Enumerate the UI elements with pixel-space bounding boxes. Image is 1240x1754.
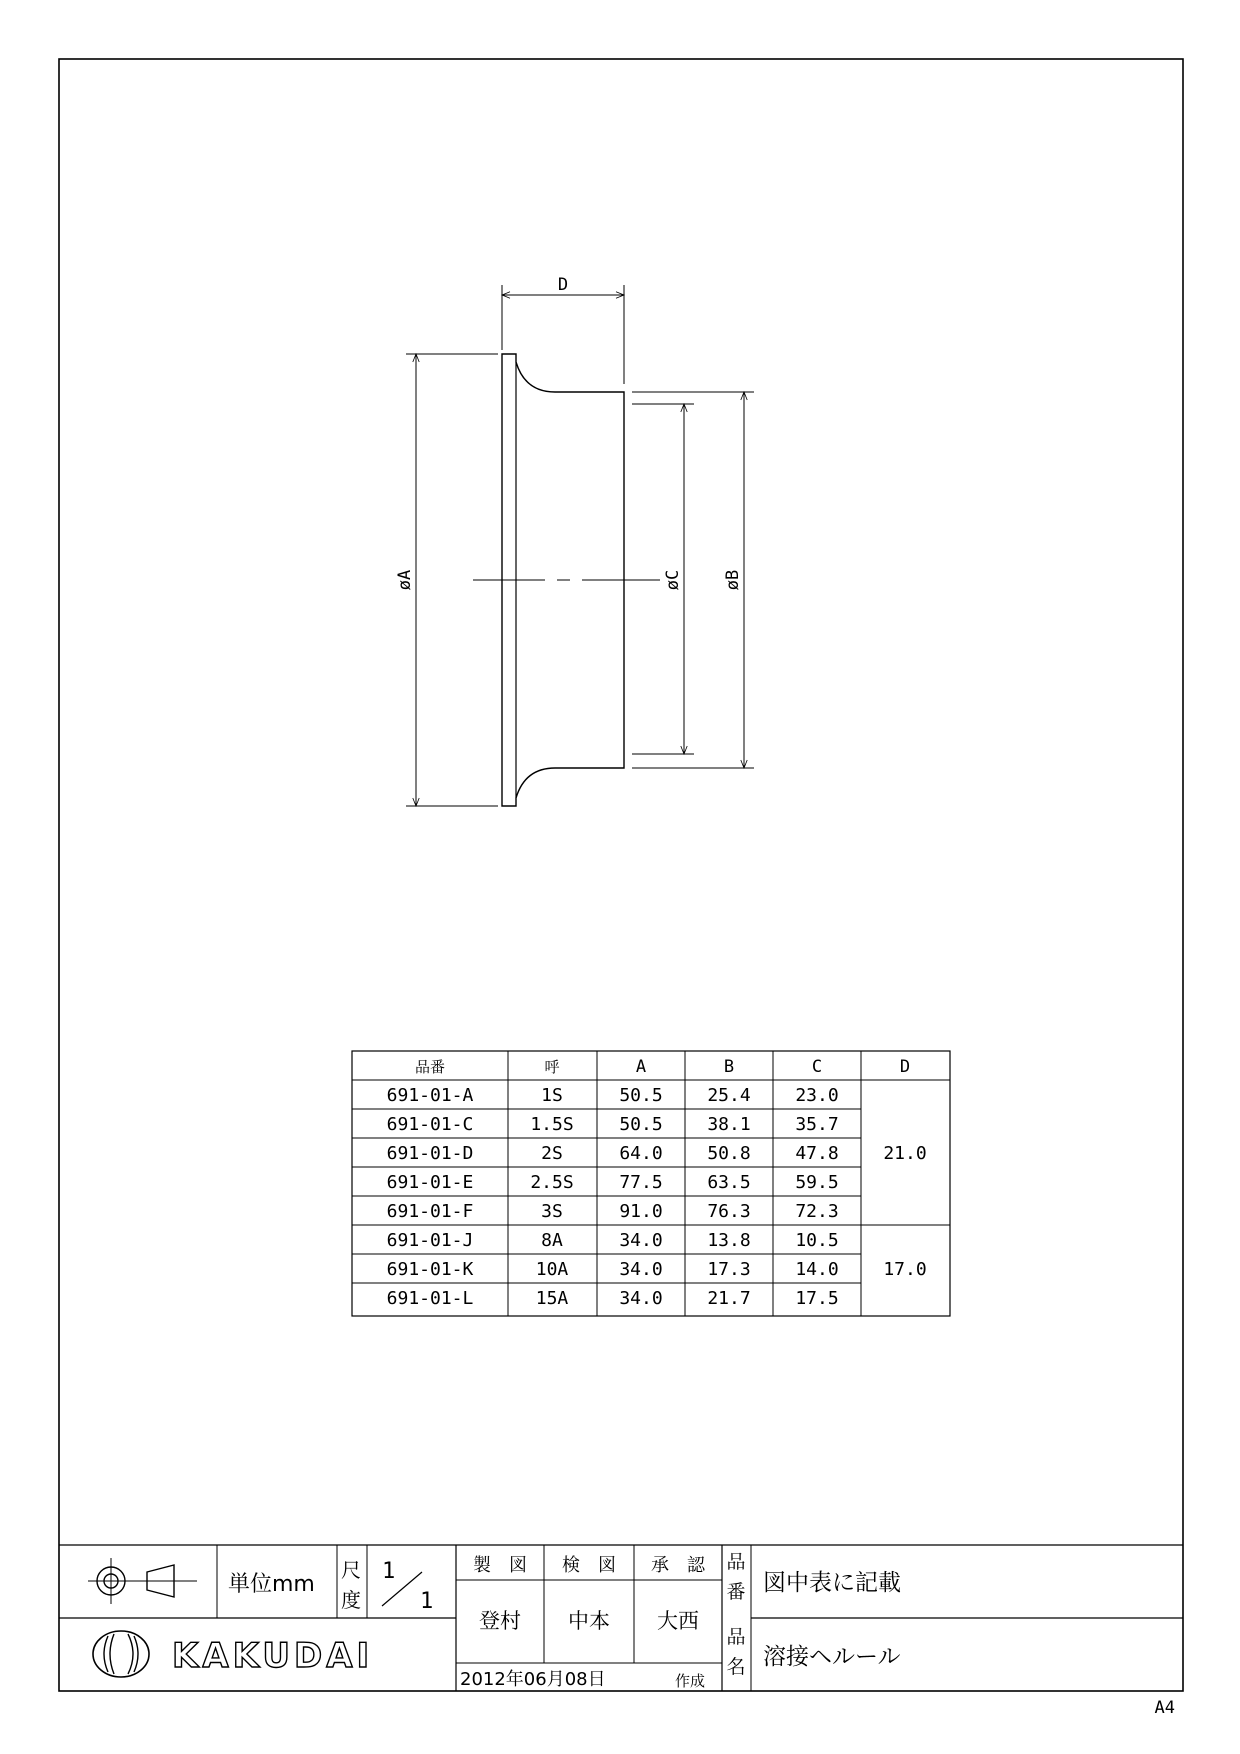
third-angle-projection-icon <box>88 1558 197 1604</box>
table-cell-b: 38.1 <box>707 1114 751 1135</box>
table-cell-size: 1.5S <box>530 1114 574 1135</box>
dimension-label-a: øA <box>395 569 415 591</box>
table-cell-size: 10A <box>535 1259 569 1280</box>
drawing-date: 2012年06月08日 <box>460 1669 606 1690</box>
table-cell-a: 34.0 <box>619 1259 663 1280</box>
scale-label-bottom: 度 <box>341 1588 361 1612</box>
table-cell-part-no: 691-01-D <box>386 1143 474 1164</box>
table-cell-b: 21.7 <box>707 1288 751 1309</box>
table-cell-b: 25.4 <box>707 1085 751 1106</box>
spec-table <box>352 1051 950 1316</box>
title-block <box>59 1545 1183 1691</box>
unit-label: 単位mm <box>228 1572 315 1597</box>
made-by-label: 製 図 <box>473 1555 527 1576</box>
table-cell-size: 1S <box>541 1085 563 1106</box>
approved-by-name: 大西 <box>657 1609 699 1633</box>
company-name: KAKUDAI <box>172 1636 374 1676</box>
dimension-label-d: D <box>557 275 569 295</box>
table-cell-b: 63.5 <box>707 1172 751 1193</box>
table-header-part-no: 品番 <box>414 1058 446 1076</box>
table-cell-a: 64.0 <box>619 1143 663 1164</box>
table-cell-part-no: 691-01-K <box>386 1259 474 1280</box>
table-cell-b: 17.3 <box>707 1259 751 1280</box>
created-label: 作成 <box>675 1672 706 1690</box>
table-cell-part-no: 691-01-F <box>386 1201 474 1222</box>
table-header-a: A <box>635 1057 647 1077</box>
part-name-value: 溶接ヘルール <box>763 1644 901 1670</box>
part-name-label-bottom: 名 <box>726 1656 746 1678</box>
table-cell-part-no: 691-01-J <box>386 1230 474 1251</box>
table-cell-c: 59.5 <box>795 1172 839 1193</box>
table-cell-d-group-1: 21.0 <box>883 1143 927 1164</box>
table-cell-part-no: 691-01-C <box>386 1114 474 1135</box>
table-cell-size: 8A <box>541 1230 563 1251</box>
kakudai-logo-icon <box>93 1631 149 1677</box>
dimension-label-c: øC <box>663 569 683 591</box>
table-header-d: D <box>899 1057 911 1077</box>
part-no-label-bottom: 番 <box>726 1581 746 1603</box>
approved-by-label: 承 認 <box>651 1555 705 1576</box>
scale-label-top: 尺 <box>341 1558 361 1582</box>
table-cell-size: 3S <box>541 1201 563 1222</box>
drawing-frame <box>59 59 1183 1691</box>
table-cell-c: 23.0 <box>795 1085 839 1106</box>
table-cell-size: 2S <box>541 1143 563 1164</box>
table-cell-b: 76.3 <box>707 1201 751 1222</box>
dimension-label-b: øB <box>723 569 743 591</box>
table-cell-b: 13.8 <box>707 1230 751 1251</box>
table-cell-a: 34.0 <box>619 1288 663 1309</box>
made-by-name: 登村 <box>479 1609 521 1633</box>
table-header-b: B <box>723 1057 735 1077</box>
table-cell-a: 50.5 <box>619 1085 663 1106</box>
part-no-value: 図中表に記載 <box>763 1570 901 1596</box>
table-cell-a: 34.0 <box>619 1230 663 1251</box>
spec-table-rows <box>387 1085 839 1309</box>
table-cell-a: 91.0 <box>619 1201 663 1222</box>
table-cell-size: 2.5S <box>530 1172 574 1193</box>
table-header-size: 呼 <box>544 1058 560 1076</box>
table-cell-c: 17.5 <box>795 1288 839 1309</box>
table-cell-c: 10.5 <box>795 1230 839 1251</box>
checked-by-name: 中本 <box>568 1609 610 1633</box>
table-cell-b: 50.8 <box>707 1143 751 1164</box>
table-cell-size: 15A <box>535 1288 569 1309</box>
table-cell-part-no: 691-01-E <box>386 1172 474 1193</box>
table-cell-a: 50.5 <box>619 1114 663 1135</box>
table-cell-a: 77.5 <box>619 1172 663 1193</box>
part-name-label-top: 品 <box>726 1626 746 1648</box>
ferrule-drawing <box>395 275 754 806</box>
table-cell-c: 14.0 <box>795 1259 839 1280</box>
table-cell-c: 72.3 <box>795 1201 839 1222</box>
table-header-c: C <box>811 1057 823 1077</box>
table-cell-part-no: 691-01-L <box>386 1288 474 1309</box>
paper-size-label: A4 <box>1154 1698 1175 1718</box>
table-cell-d-group-2: 17.0 <box>883 1259 927 1280</box>
table-cell-part-no: 691-01-A <box>386 1085 474 1106</box>
part-no-label-top: 品 <box>726 1551 746 1573</box>
table-cell-c: 47.8 <box>795 1143 839 1164</box>
scale-denominator: 1 <box>420 1589 434 1614</box>
table-cell-c: 35.7 <box>795 1114 839 1135</box>
scale-numerator: 1 <box>382 1559 396 1584</box>
checked-by-label: 検 図 <box>562 1555 616 1576</box>
